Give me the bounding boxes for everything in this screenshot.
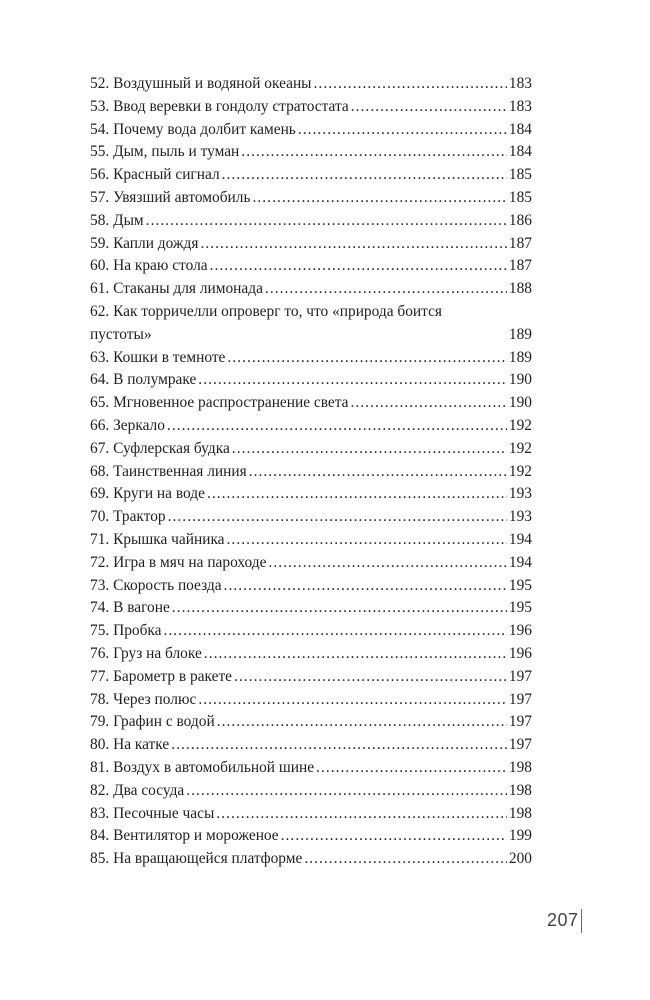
page-number: 207 [547,910,579,930]
toc-entry-page: 199 [508,827,532,845]
dot-leader [227,529,507,552]
dot-leader [227,347,507,370]
table-of-contents [90,73,532,871]
toc-entry-page: 185 [508,188,532,206]
dot-leader [281,825,507,848]
toc-entry-page: 190 [508,394,532,412]
toc-entry-title: 73. Скорость поезда [90,576,222,594]
toc-entry [90,506,532,529]
toc-entry-title: 69. Круги на воде [90,485,205,503]
toc-entry [90,461,532,484]
toc-entry [90,187,532,210]
dot-leader [351,96,507,119]
dot-leader [314,73,507,96]
toc-entry-page: 188 [508,280,532,298]
toc-entry-page: 192 [508,462,532,480]
toc-entry [90,689,532,712]
dot-leader [265,278,507,301]
toc-entry [90,803,532,826]
toc-entry-title: 57. Увязший автомобиль [90,188,251,206]
toc-entry [90,597,532,620]
toc-entry-title: 62. Как торричелли опроверг то, что «природа боится [90,302,442,320]
toc-entry-page: 192 [508,439,532,457]
dot-leader [210,255,507,278]
toc-entry-page: 187 [508,257,532,275]
toc-entry-page: 192 [508,416,532,434]
toc-entry-title: 63. Кошки в темноте [90,348,226,366]
toc-entry [90,825,532,848]
toc-entry [90,233,532,256]
toc-entry-page: 189 [508,348,532,366]
toc-entry-title: 67. Суфлерская будка [90,439,230,457]
toc-entry-title: 70. Трактор [90,508,166,526]
dot-leader [224,575,507,598]
toc-entry [90,255,532,278]
toc-entry-title: 65. Мгновенное распространение света [90,394,349,412]
toc-entry-page: 194 [508,553,532,571]
toc-entry-title: 55. Дым, пыль и туман [90,143,240,161]
toc-entry [90,210,532,233]
toc-entry-title: 79. Графин с водой [90,713,215,731]
toc-entry-title: 75. Пробка [90,622,162,640]
toc-entry-title: 66. Зеркало [90,416,165,434]
dot-leader [216,803,507,826]
toc-entry [90,711,532,734]
toc-entry [90,757,532,780]
toc-entry-title: 85. На вращающейся платформе [90,850,303,868]
toc-entry [90,119,532,142]
toc-entry-title-continuation: пустоты» [90,325,152,343]
dot-leader [164,620,507,643]
toc-entry [90,278,532,301]
dot-leader [316,757,507,780]
toc-entry-page: 197 [508,713,532,731]
toc-entry-page: 193 [508,508,532,526]
toc-entry [90,438,532,461]
toc-entry [90,392,532,415]
toc-entry-title: 58. Дым [90,211,144,229]
toc-entry-title: 81. Воздух в автомобильной шине [90,758,315,776]
toc-entry [90,529,532,552]
toc-entry-page: 183 [508,75,532,92]
toc-entry-page: 200 [508,850,532,868]
dot-leader [200,233,506,256]
toc-entry-title: 82. Два сосуда [90,781,185,799]
toc-entry [90,848,532,871]
toc-entry [90,575,532,598]
toc-entry-page: 184 [508,143,532,161]
toc-entry-title: 84. Вентилятор и мороженое [90,827,279,845]
dot-leader [167,415,507,438]
toc-entry [90,347,532,370]
toc-entry-title: 77. Барометр в ракете [90,667,233,685]
toc-entry-continuation [90,324,532,347]
dot-leader [252,187,506,210]
toc-entry-page: 184 [508,120,532,138]
toc-entry [90,301,532,347]
toc-entry [90,483,532,506]
toc-entry-page: 198 [508,758,532,776]
dot-leader [298,119,507,142]
toc-entry [90,643,532,666]
toc-entry-page: 198 [508,804,532,822]
toc-entry-page: 190 [508,371,532,389]
dot-leader [249,461,507,484]
toc-entry-title: 53. Ввод веревки в гондолу стратостата [90,97,349,115]
toc-entry-page: 195 [508,599,532,617]
toc-entry-page: 197 [508,690,532,708]
toc-entry [90,96,532,119]
toc-entry [90,369,532,392]
toc-entry-page: 198 [508,781,532,799]
toc-entry-title: 68. Таинственная линия [90,462,247,480]
toc-entry-title: 61. Стаканы для лимонада [90,280,263,298]
page-number-divider [581,909,582,933]
toc-entry-page: 196 [508,644,532,662]
toc-entry-title: 64. В полумраке [90,371,197,389]
toc-entry-page: 197 [508,667,532,685]
toc-entry-title: 54. Почему вода долбит камень [90,120,296,138]
dot-leader [198,689,507,712]
toc-entry [90,141,532,164]
toc-entry [90,620,532,643]
toc-entry-page: 183 [508,97,532,115]
toc-entry [90,780,532,803]
dot-leader [168,506,507,529]
toc-entry-page: 186 [508,211,532,229]
toc-entry-page: 185 [508,166,532,184]
toc-entry-page: 194 [508,530,532,548]
toc-entry-title: 78. Через полюс [90,690,197,708]
toc-entry [90,73,532,96]
dot-leader [172,597,507,620]
dot-leader [186,780,507,803]
toc-entry [90,666,532,689]
toc-entry-page: 195 [508,576,532,594]
toc-entry [90,415,532,438]
toc-entry [90,164,532,187]
toc-entry-title: 72. Игра в мяч на пароходе [90,553,267,571]
toc-entry-title: 59. Капли дождя [90,234,199,252]
toc-entry-page: 187 [508,234,532,252]
toc-entry-title: 80. На катке [90,736,170,754]
dot-leader [268,552,506,575]
toc-entry-title: 71. Крышка чайника [90,530,225,548]
toc-entry-page: 196 [508,622,532,640]
dot-leader [217,711,507,734]
dot-leader [232,438,507,461]
toc-entry-page: 189 [508,325,532,343]
toc-entry [90,734,532,757]
toc-entry-title: 74. В вагоне [90,599,170,617]
toc-entry-title: 76. Груз на блоке [90,644,202,662]
dot-leader [207,483,507,506]
toc-entry-title: 52. Воздушный и водяной океаны [90,75,312,92]
dot-leader [222,164,507,187]
dot-leader [204,643,507,666]
dot-leader [351,392,507,415]
toc-entry-title: 56. Красный сигнал [90,166,220,184]
dot-leader [146,210,507,233]
toc-entry-title: 60. На краю стола [90,257,208,275]
toc-entry-page: 193 [508,485,532,503]
dot-leader [304,848,507,871]
dot-leader [198,369,507,392]
toc-entry-page: 197 [508,736,532,754]
dot-leader [241,141,507,164]
dot-leader [171,734,507,757]
toc-entry [90,552,532,575]
dot-leader [234,666,507,689]
toc-entry-title: 83. Песочные часы [90,804,215,822]
